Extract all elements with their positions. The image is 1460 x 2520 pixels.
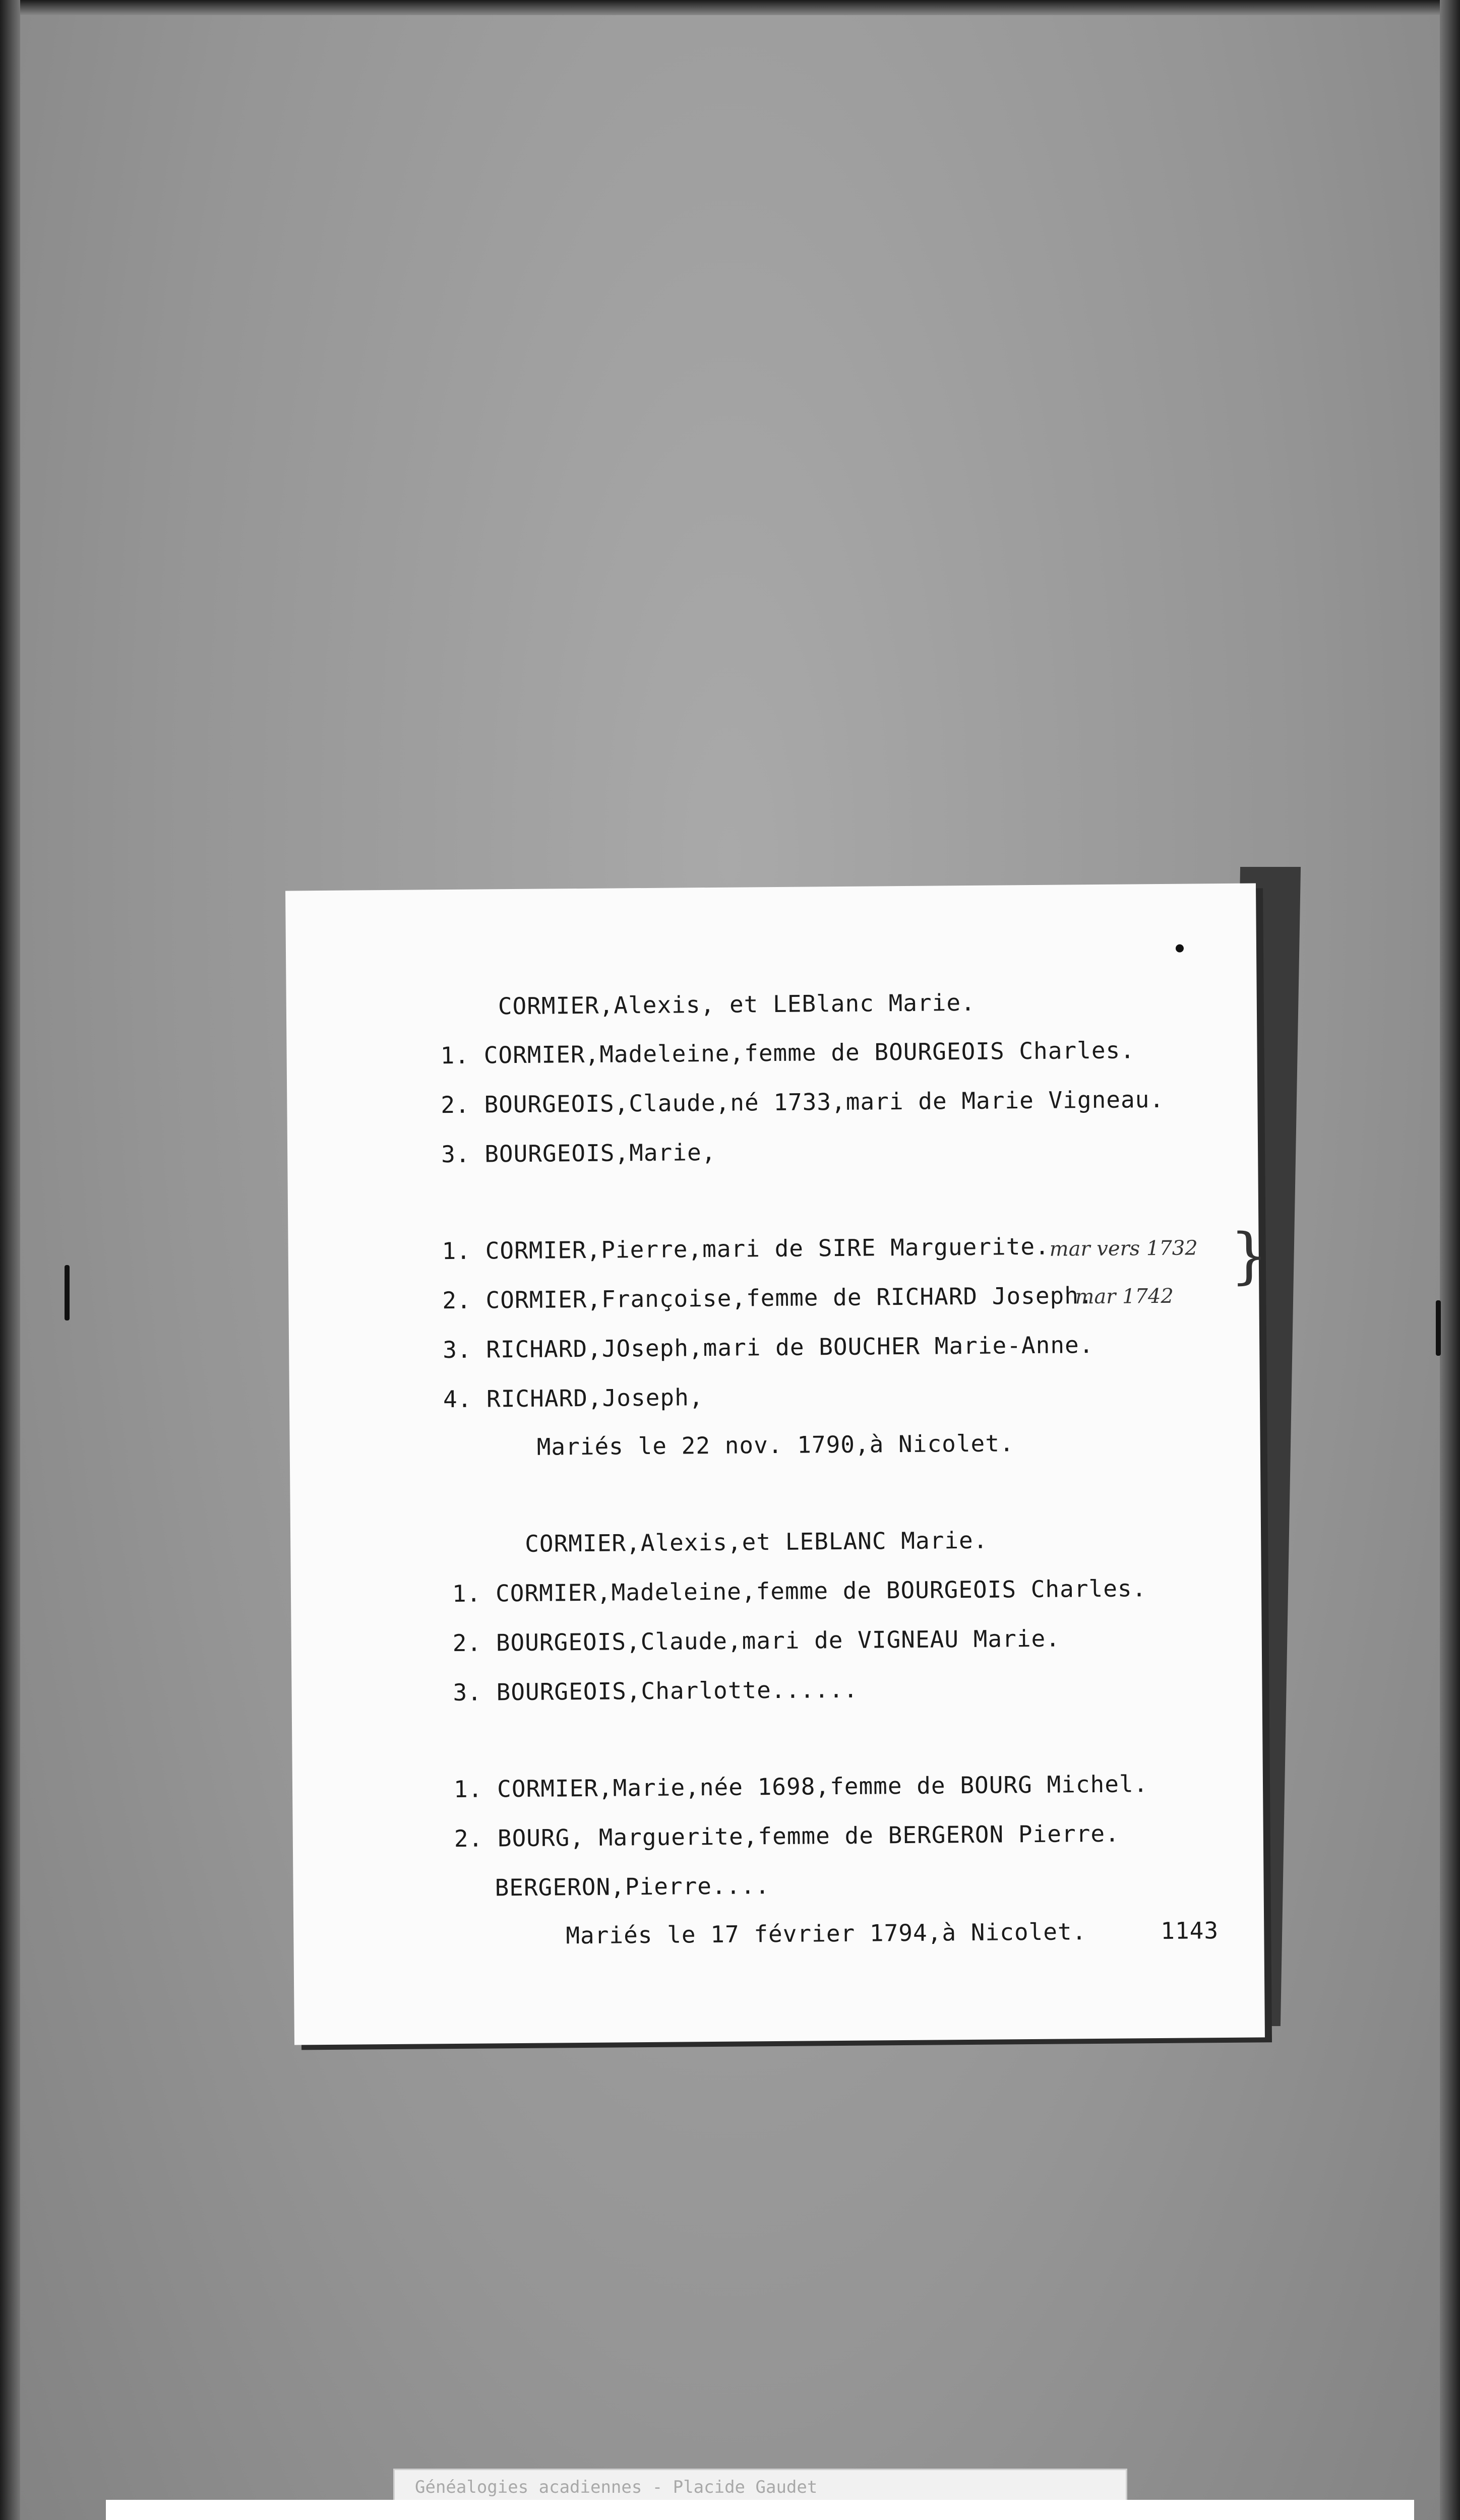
group2-line-4: 4. RICHARD,Joseph, (443, 1383, 704, 1413)
group1-heading: CORMIER,Alexis, et LEBlanc Marie. (498, 988, 976, 1020)
group2-line-2: 2. CORMIER,Françoise,femme de RICHARD Joseph. (442, 1282, 1093, 1314)
group1-line-3: 3. BOURGEOIS,Marie, (441, 1138, 716, 1168)
film-mark-right (1436, 1300, 1441, 1356)
group2-marriage: Mariés le 22 nov. 1790,à Nicolet. (536, 1429, 1014, 1461)
group2-line-3: 3. RICHARD,JOseph,mari de BOUCHER Marie-Anne. (442, 1331, 1094, 1364)
handwritten-annotation-2: mar 1742 (1075, 1284, 1174, 1309)
group3-line-2: 2. BOURGEOIS,Claude,mari de VIGNEAU Marie. (452, 1624, 1061, 1657)
film-edge-top (0, 0, 1460, 15)
group1-line-2: 2. BOURGEOIS,Claude,né 1733,mari de Marie Vigneau. (441, 1085, 1165, 1119)
group3-line-3: 3. BOURGEOIS,Charlotte...... (453, 1675, 859, 1707)
page-number: 1143 (1161, 1917, 1219, 1945)
reel-label-line-1: Généalogies acadiennes - Placide Gaudet (415, 2477, 818, 2497)
handwritten-annotation-1: mar vers 1732 (1049, 1236, 1198, 1261)
archives-footer (106, 2500, 1414, 2520)
film-edge-left (0, 0, 20, 2520)
film-mark-left (65, 1265, 70, 1320)
group4-line-3: BERGERON,Pierre.... (495, 1872, 770, 1902)
group3-line-1: 1. CORMIER,Madeleine,femme de BOURGEOIS Charles. (452, 1574, 1147, 1608)
group2-line-1: 1. CORMIER,Pierre,mari de SIRE Marguerite. (442, 1232, 1050, 1265)
genealogy-card (285, 883, 1269, 2045)
ink-spot (1176, 944, 1184, 953)
group4-line-2: 2. BOURG, Marguerite,femme de BERGERON Pierre. (454, 1819, 1120, 1853)
handwritten-bracket: } (1230, 1221, 1269, 1291)
group4-line-1: 1. CORMIER,Marie,née 1698,femme de BOURG Michel. (453, 1770, 1148, 1803)
group1-line-1: 1. CORMIER,Madeleine,femme de BOURGEOIS Charles. (440, 1036, 1135, 1069)
group4-marriage: Mariés le 17 février 1794,à Nicolet. (566, 1918, 1087, 1949)
group3-heading: CORMIER,Alexis,et LEBLANC Marie. (525, 1526, 988, 1557)
film-edge-right (1440, 0, 1460, 2520)
